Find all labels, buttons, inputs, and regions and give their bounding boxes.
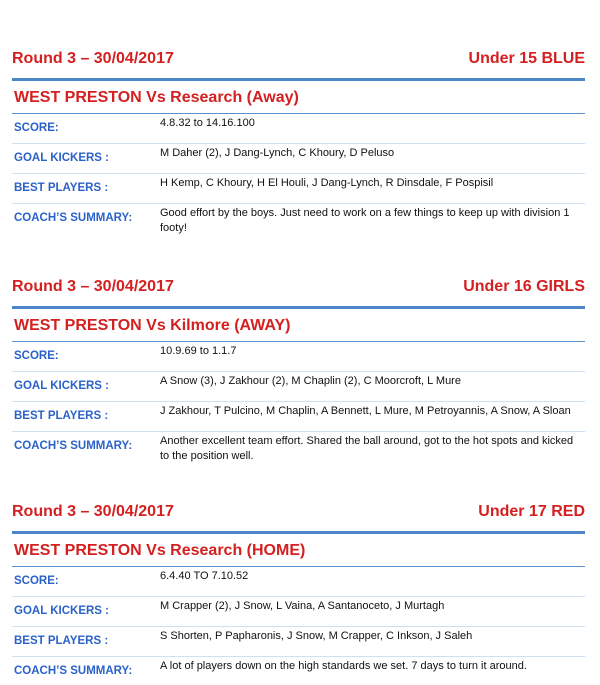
score-value: 6.4.40 TO 7.10.52 (160, 570, 249, 582)
divider (12, 78, 585, 81)
round-title: Round 3 – 30/04/2017 (12, 503, 174, 520)
match-report-u17 (12, 503, 585, 685)
score-row (12, 114, 585, 144)
coach-summary-row (12, 204, 585, 240)
coach-summary-label: COACH’S SUMMARY: (14, 665, 133, 677)
coach-summary-value: A lot of players down on the high standards we set. 7 days to turn it around. (160, 660, 527, 672)
coach-summary-value: Good effort by the boys. Just need to work on a few things to keep up with division 1 footy! (160, 207, 570, 234)
goal-kickers-label: GOAL KICKERS : (14, 380, 109, 392)
best-players-value: H Kemp, C Khoury, H El Houli, J Dang-Lynch, R Dinsdale, F Pospisil (160, 177, 494, 189)
goal-kickers-row (12, 372, 585, 402)
divider (12, 531, 585, 534)
team-name: Under 16 GIRLS (463, 278, 585, 295)
score-label: SCORE: (14, 122, 59, 134)
goal-kickers-row (12, 144, 585, 174)
goal-kickers-value: M Daher (2), J Dang-Lynch, C Khoury, D Peluso (160, 147, 395, 159)
best-players-row (12, 402, 585, 432)
goal-kickers-value: A Snow (3), J Zakhour (2), M Chaplin (2), C Moorcroft, L Mure (160, 375, 461, 387)
score-label: SCORE: (14, 575, 59, 587)
team-name: Under 17 RED (478, 503, 585, 520)
best-players-label: BEST PLAYERS : (14, 635, 109, 647)
score-row (12, 342, 585, 372)
coach-summary-label: COACH’S SUMMARY: (14, 212, 133, 224)
divider (12, 306, 585, 309)
coach-summary-label: COACH’S SUMMARY: (14, 440, 133, 452)
goal-kickers-label: GOAL KICKERS : (14, 152, 109, 164)
score-row (12, 567, 585, 597)
match-title: WEST PRESTON Vs Research (Away) (14, 89, 299, 106)
best-players-label: BEST PLAYERS : (14, 410, 109, 422)
coach-summary-row (12, 657, 585, 685)
best-players-value: S Shorten, P Papharonis, J Snow, M Crapper, C Inkson, J Saleh (160, 630, 473, 642)
coach-summary-row (12, 432, 585, 468)
best-players-label: BEST PLAYERS : (14, 182, 109, 194)
goal-kickers-row (12, 597, 585, 627)
score-label: SCORE: (14, 350, 59, 362)
best-players-value: J Zakhour, T Pulcino, M Chaplin, A Bennett, L Mure, M Petroyannis, A Snow, A Sloan (160, 405, 571, 417)
coach-summary-value: Another excellent team effort. Shared the ball around, got to the hot spots and kicked to the position well. (160, 435, 574, 462)
best-players-row (12, 627, 585, 657)
match-title: WEST PRESTON Vs Research (HOME) (14, 542, 306, 559)
round-title: Round 3 – 30/04/2017 (12, 278, 174, 295)
score-value: 10.9.69 to 1.1.7 (160, 345, 237, 357)
score-value: 4.8.32 to 14.16.100 (160, 117, 255, 129)
team-name: Under 15 BLUE (468, 50, 585, 67)
match-report-u16 (12, 278, 585, 468)
match-report-u15 (12, 50, 585, 240)
best-players-row (12, 174, 585, 204)
goal-kickers-value: M Crapper (2), J Snow, L Vaina, A Santanoceto, J Murtagh (160, 600, 445, 612)
goal-kickers-label: GOAL KICKERS : (14, 605, 109, 617)
round-title: Round 3 – 30/04/2017 (12, 50, 174, 67)
match-title: WEST PRESTON Vs Kilmore (AWAY) (14, 317, 291, 334)
